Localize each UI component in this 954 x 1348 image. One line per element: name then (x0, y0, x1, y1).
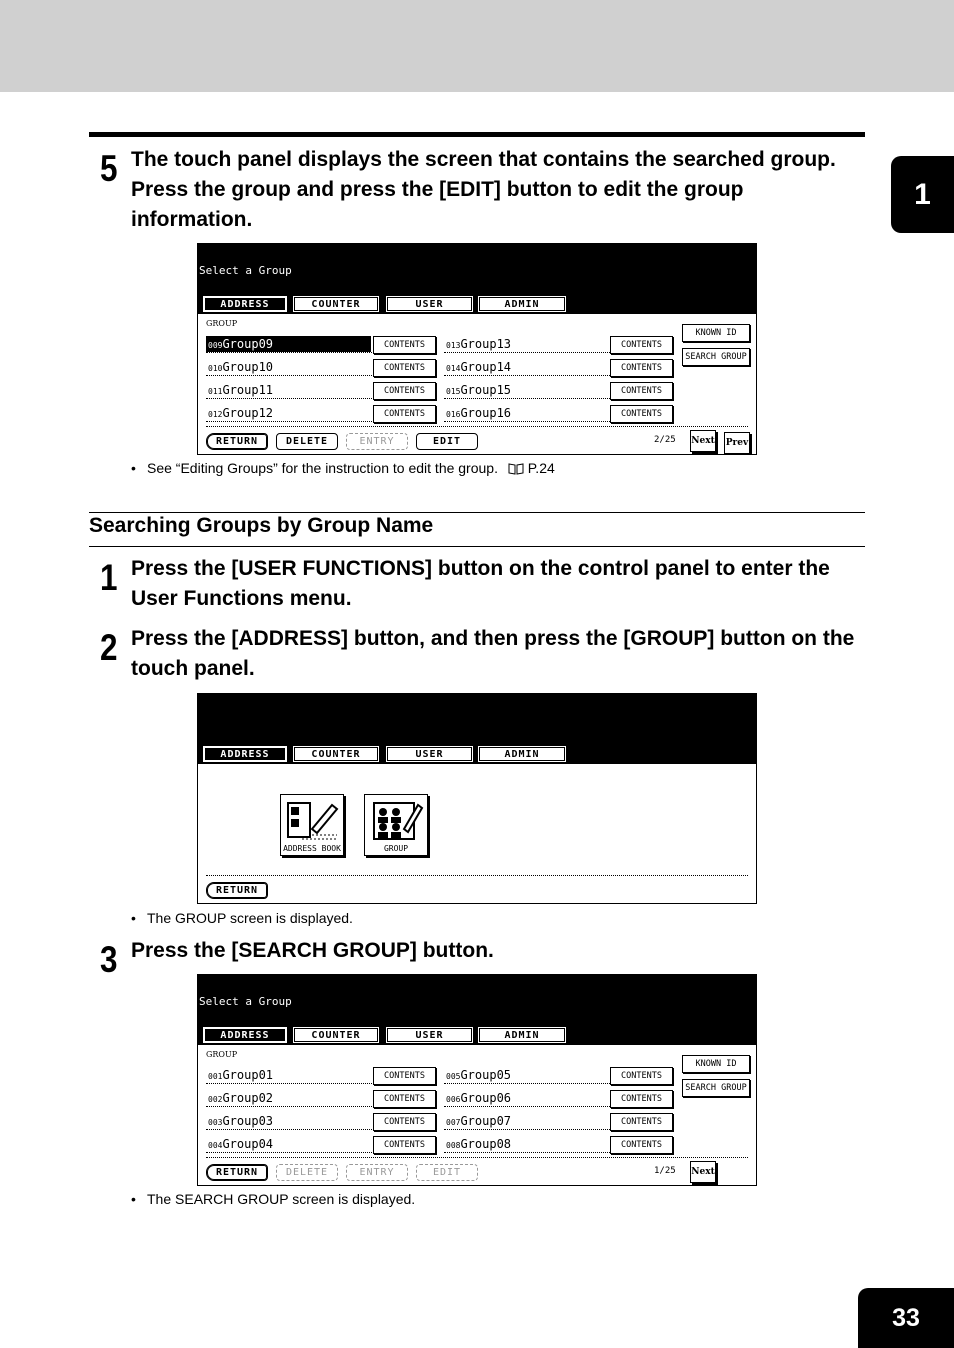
edit-button[interactable]: EDIT (416, 1164, 478, 1181)
group-row[interactable]: 001Group01 (206, 1067, 436, 1084)
known-id-button[interactable]: KNOWN ID (682, 324, 750, 342)
note-text: See “Editing Groups” for the instruction to edit the group. (147, 460, 498, 476)
contents-button[interactable]: CONTENTS (373, 405, 436, 423)
separator (206, 426, 748, 427)
group-row[interactable]: 007Group07 (444, 1113, 674, 1130)
group-icon (366, 799, 426, 843)
contents-button[interactable]: CONTENTS (610, 405, 673, 423)
tab-counter[interactable]: COUNTER (293, 296, 379, 312)
search-group-button[interactable]: SEARCH GROUP (682, 1079, 750, 1097)
entry-button[interactable]: ENTRY (346, 433, 408, 450)
tab-admin[interactable]: ADMIN (478, 296, 566, 312)
group-row[interactable]: 003Group03 (206, 1113, 436, 1130)
contents-button[interactable]: CONTENTS (610, 1136, 673, 1154)
contents-button[interactable]: CONTENTS (610, 382, 673, 400)
group-label: GROUP (206, 319, 238, 328)
contents-button[interactable]: CONTENTS (610, 336, 673, 354)
next-button[interactable]: Next (690, 1161, 716, 1183)
separator (206, 1157, 748, 1158)
step-text: Press the [ADDRESS] button, and then press the [GROUP] button on the touch panel. (131, 627, 855, 680)
step-number: 1 (100, 557, 118, 598)
page-indicator: 1/25 (654, 1166, 676, 1176)
note-text: The SEARCH GROUP screen is displayed. (147, 1191, 416, 1207)
contents-button[interactable]: CONTENTS (373, 382, 436, 400)
group-row[interactable]: 008Group08 (444, 1136, 674, 1153)
section-rule-bottom (89, 546, 865, 547)
touch-panel-screen-address (197, 693, 757, 904)
prev-button[interactable]: Prev (724, 432, 750, 454)
search-group-button[interactable]: SEARCH GROUP (682, 348, 750, 366)
page-number: 33 (858, 1288, 954, 1348)
group-row[interactable]: 014Group14 (444, 359, 674, 376)
group-row[interactable]: 005Group05 (444, 1067, 674, 1084)
contents-button[interactable]: CONTENTS (373, 1090, 436, 1108)
tab-user[interactable]: USER (386, 1027, 473, 1043)
separator (206, 875, 748, 876)
contents-button[interactable]: CONTENTS (373, 1113, 436, 1131)
chapter-tab: 1 (891, 156, 954, 233)
delete-button[interactable]: DELETE (276, 1164, 338, 1181)
return-button[interactable]: RETURN (206, 433, 268, 450)
group-row[interactable]: 009Group09 (206, 336, 436, 353)
tab-counter[interactable]: COUNTER (293, 1027, 379, 1043)
contents-button[interactable]: CONTENTS (610, 1067, 673, 1085)
group-row[interactable]: 011Group11 (206, 382, 436, 399)
note-text: The GROUP screen is displayed. (147, 910, 353, 926)
touch-panel-screen-edit (197, 243, 757, 455)
group-label: GROUP (383, 844, 409, 853)
page-reference: P.24 (527, 460, 555, 476)
contents-button[interactable]: CONTENTS (373, 1067, 436, 1085)
return-button[interactable]: RETURN (206, 882, 268, 899)
screen-title: Select a Group (199, 995, 292, 1008)
tab-address[interactable]: ADDRESS (203, 1027, 287, 1043)
touch-panel-screen-search (197, 974, 757, 1186)
group-row[interactable]: 004Group04 (206, 1136, 436, 1153)
group-row[interactable]: 015Group15 (444, 382, 674, 399)
note-bullet: • See “Editing Groups” for the instruction to edit the group. P.24 (131, 459, 555, 479)
note-bullet: • The GROUP screen is displayed. (131, 910, 353, 926)
group-label: GROUP (206, 1050, 238, 1059)
address-book-button[interactable] (280, 794, 344, 856)
group-row[interactable]: 002Group02 (206, 1090, 436, 1107)
return-button[interactable]: RETURN (206, 1164, 268, 1181)
top-rule (89, 132, 865, 137)
group-button[interactable] (364, 794, 428, 856)
contents-button[interactable]: CONTENTS (610, 1113, 673, 1131)
step-number: 2 (100, 627, 118, 668)
section-heading: Searching Groups by Group Name (89, 514, 434, 537)
header-band (0, 0, 954, 92)
contents-button[interactable]: CONTENTS (373, 1136, 436, 1154)
next-button[interactable]: Next (690, 430, 716, 452)
step-number: 3 (100, 939, 118, 980)
tab-address[interactable]: ADDRESS (203, 296, 287, 312)
group-row[interactable]: 010Group10 (206, 359, 436, 376)
contents-button[interactable]: CONTENTS (373, 336, 436, 354)
section-rule-top (89, 512, 865, 513)
book-icon (508, 461, 524, 479)
known-id-button[interactable]: KNOWN ID (682, 1055, 750, 1073)
address-book-label: ADDRESS BOOK (283, 844, 341, 853)
tab-user[interactable]: USER (386, 296, 473, 312)
group-row[interactable]: 013Group13 (444, 336, 674, 353)
note-bullet: • The SEARCH GROUP screen is displayed. (131, 1191, 416, 1207)
tab-user[interactable]: USER (386, 746, 473, 762)
contents-button[interactable]: CONTENTS (610, 359, 673, 377)
contents-button[interactable]: CONTENTS (373, 359, 436, 377)
step-text: Press the [SEARCH GROUP] button. (131, 939, 494, 962)
screen-title: Select a Group (199, 264, 292, 277)
step-text: The touch panel displays the screen that contains the searched group. Press the group and press the [EDIT] button to edit the group information. (131, 148, 836, 231)
entry-button[interactable]: ENTRY (346, 1164, 408, 1181)
page-indicator: 2/25 (654, 435, 676, 445)
step-number: 5 (100, 148, 118, 189)
group-row[interactable]: 006Group06 (444, 1090, 674, 1107)
tab-admin[interactable]: ADMIN (478, 1027, 566, 1043)
delete-button[interactable]: DELETE (276, 433, 338, 450)
address-book-icon (282, 799, 342, 843)
tab-counter[interactable]: COUNTER (293, 746, 379, 762)
group-row[interactable]: 012Group12 (206, 405, 436, 422)
contents-button[interactable]: CONTENTS (610, 1090, 673, 1108)
group-row[interactable]: 016Group16 (444, 405, 674, 422)
edit-button[interactable]: EDIT (416, 433, 478, 450)
step-text: Press the [USER FUNCTIONS] button on the control panel to enter the User Functions menu. (131, 557, 830, 610)
tab-address[interactable]: ADDRESS (203, 746, 287, 762)
tab-admin[interactable]: ADMIN (478, 746, 566, 762)
